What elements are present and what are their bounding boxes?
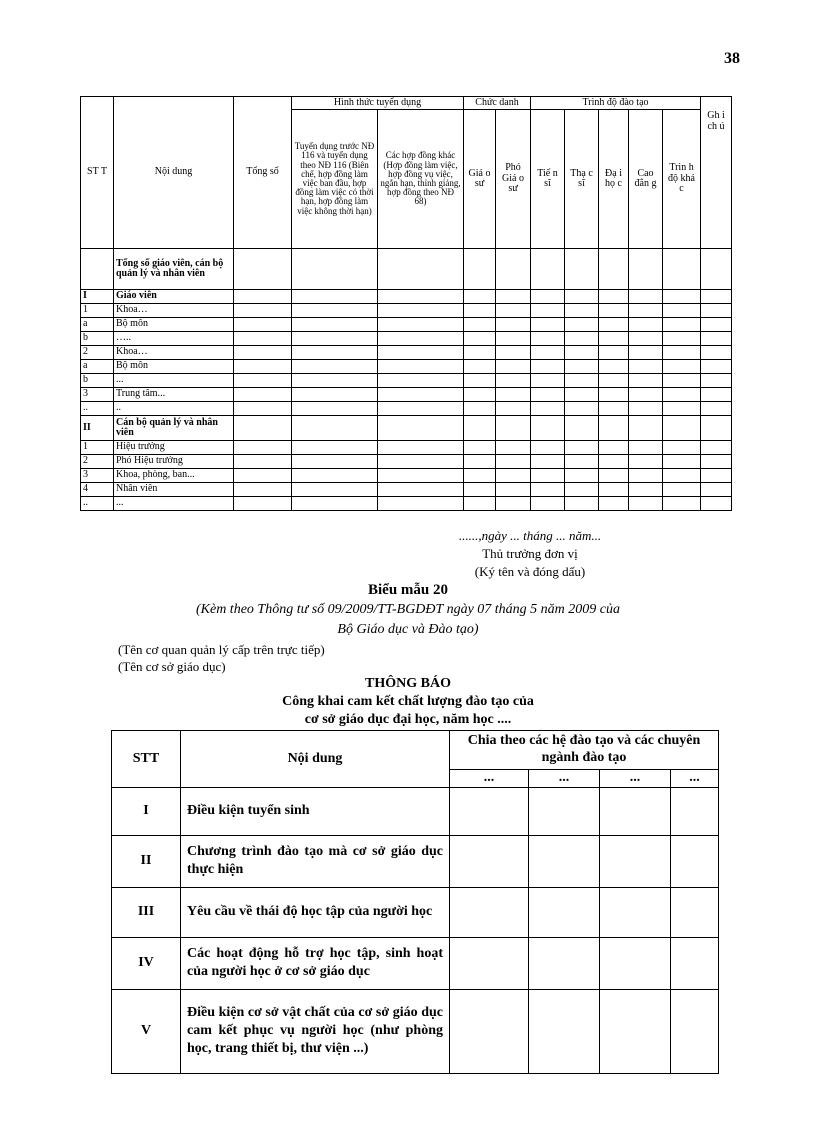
empty-cell [531, 360, 565, 374]
empty-cell [531, 441, 565, 455]
row-stt: 2 [81, 455, 114, 469]
empty-cell [663, 483, 701, 497]
row-label: Cán bộ quản lý và nhân viên [114, 416, 234, 441]
table-row [81, 455, 732, 469]
table-row [81, 249, 732, 290]
empty-cell [292, 346, 378, 360]
empty-cell [663, 402, 701, 416]
empty-cell [663, 469, 701, 483]
sign-note: (Ký tên và đóng dấu) [474, 564, 586, 579]
empty-cell [565, 249, 599, 290]
table-row [81, 374, 732, 388]
row-stt: I [81, 290, 114, 304]
empty-cell [701, 402, 732, 416]
empty-cell [464, 318, 496, 332]
empty-cell [599, 249, 629, 290]
row-stt: .. [81, 402, 114, 416]
empty-cell [599, 318, 629, 332]
empty-cell [629, 346, 663, 360]
empty-cell [378, 402, 464, 416]
row-label: ….. [114, 332, 234, 346]
notice-title: THÔNG BÁO [365, 676, 451, 691]
empty-cell [565, 483, 599, 497]
header-thac-si: Thạ c sĩ [565, 110, 599, 249]
empty-cell [378, 483, 464, 497]
empty-cell [378, 497, 464, 511]
row-label: Khoa… [114, 346, 234, 360]
empty-cell [663, 360, 701, 374]
empty-cell [629, 441, 663, 455]
empty-cell [565, 388, 599, 402]
empty-cell [701, 416, 732, 441]
empty-cell [496, 249, 531, 290]
empty-cell [496, 455, 531, 469]
empty-cell [464, 416, 496, 441]
program-column-header: ... [671, 769, 719, 787]
row-label: Khoa… [114, 304, 234, 318]
form-note-line2: Bộ Giáo dục và Đào tạo) [337, 622, 479, 637]
table-row [112, 787, 719, 835]
empty-cell [600, 989, 671, 1073]
program-column-header: ... [600, 769, 671, 787]
empty-cell [565, 416, 599, 441]
empty-cell [671, 787, 719, 835]
empty-cell [565, 360, 599, 374]
header-tuyen-dung: Tuyển dụng trước NĐ 116 và tuyển dụng theo NĐ 116 (Biên chế, hợp đồng làm việc ban đầu, hợp đồng làm việc có thời hạn, hợp đồng làm việc không thời hạn) [292, 110, 378, 249]
empty-cell [450, 835, 529, 887]
empty-cell [663, 388, 701, 402]
header-pho-giao-su: Phó Giá o sư [496, 110, 531, 249]
quality-commitment-table [111, 730, 719, 1074]
empty-cell [629, 332, 663, 346]
empty-cell [629, 360, 663, 374]
empty-cell [565, 497, 599, 511]
empty-cell [599, 497, 629, 511]
empty-cell [599, 455, 629, 469]
header-stt: ST T [81, 97, 114, 249]
empty-cell [496, 402, 531, 416]
empty-cell [234, 402, 292, 416]
empty-cell [599, 374, 629, 388]
empty-cell [663, 304, 701, 318]
empty-cell [292, 360, 378, 374]
empty-cell [378, 249, 464, 290]
empty-cell [496, 469, 531, 483]
empty-cell [464, 346, 496, 360]
empty-cell [450, 787, 529, 835]
empty-cell [565, 455, 599, 469]
row-stt: I [112, 787, 181, 835]
empty-cell [531, 497, 565, 511]
empty-cell [464, 402, 496, 416]
empty-cell [599, 332, 629, 346]
empty-cell [663, 374, 701, 388]
empty-cell [629, 249, 663, 290]
empty-cell [701, 455, 732, 469]
empty-cell [496, 374, 531, 388]
empty-cell [531, 483, 565, 497]
empty-cell [292, 441, 378, 455]
page-number: 38 [724, 50, 740, 67]
row-stt: 1 [81, 304, 114, 318]
empty-cell [599, 304, 629, 318]
table-row [112, 989, 719, 1073]
empty-cell [701, 346, 732, 360]
empty-cell [464, 497, 496, 511]
empty-cell [599, 416, 629, 441]
empty-cell [663, 346, 701, 360]
empty-cell [663, 497, 701, 511]
empty-cell [565, 374, 599, 388]
empty-cell [701, 290, 732, 304]
form-title: Biểu mẫu 20 [367, 582, 448, 598]
empty-cell [464, 360, 496, 374]
empty-cell [464, 304, 496, 318]
empty-cell [671, 835, 719, 887]
row-stt: 2 [81, 346, 114, 360]
empty-cell [292, 304, 378, 318]
empty-cell [292, 290, 378, 304]
empty-cell [663, 416, 701, 441]
row-stt: 4 [81, 483, 114, 497]
empty-cell [701, 388, 732, 402]
empty-cell [464, 441, 496, 455]
table-row [112, 937, 719, 989]
empty-cell [671, 887, 719, 937]
date-line: ......,ngày ... tháng ... năm... [458, 528, 602, 543]
empty-cell [464, 388, 496, 402]
row-stt: 3 [81, 388, 114, 402]
row-label: ... [114, 374, 234, 388]
row-stt: II [81, 416, 114, 441]
empty-cell [531, 304, 565, 318]
row-label: Các hoạt động hỗ trợ học tập, sinh hoạt của người học ở cơ sở giáo dục [181, 937, 450, 989]
row-label: Yêu cầu về thái độ học tập của người học [181, 887, 450, 937]
empty-cell [531, 374, 565, 388]
empty-cell [496, 416, 531, 441]
institution-placeholder: (Tên cơ sở giáo dục) [118, 659, 226, 674]
empty-cell [663, 441, 701, 455]
empty-cell [378, 346, 464, 360]
empty-cell [701, 483, 732, 497]
empty-cell [378, 318, 464, 332]
table-row [81, 441, 732, 455]
program-column-header: ... [529, 769, 600, 787]
empty-cell [496, 483, 531, 497]
empty-cell [599, 402, 629, 416]
empty-cell [378, 290, 464, 304]
program-column-header: ... [450, 769, 529, 787]
form-note-line1: (Kèm theo Thông tư số 09/2009/TT-BGDĐT ngày 07 tháng 5 năm 2009 của [195, 602, 620, 617]
row-label: Điều kiện cơ sở vật chất của cơ sở giáo dục cam kết phục vụ người học (như phòng học, trang thiết bị, thư viện ...) [181, 989, 450, 1073]
empty-cell [378, 374, 464, 388]
empty-cell [663, 290, 701, 304]
empty-cell [292, 469, 378, 483]
empty-cell [629, 416, 663, 441]
header-trinh-do-khac: Trìn h độ khá c [663, 110, 701, 249]
empty-cell [234, 374, 292, 388]
row-label: Bộ môn [114, 318, 234, 332]
empty-cell [234, 304, 292, 318]
empty-cell [701, 304, 732, 318]
table-row [81, 304, 732, 318]
header-tong-so: Tổng số [234, 97, 292, 249]
table-row [81, 469, 732, 483]
agency-placeholder: (Tên cơ quan quản lý cấp trên trực tiếp) [118, 642, 325, 657]
empty-cell [565, 346, 599, 360]
header-giao-su: Giá o sư [464, 110, 496, 249]
table-row [81, 332, 732, 346]
empty-cell [565, 469, 599, 483]
empty-cell [292, 249, 378, 290]
empty-cell [531, 290, 565, 304]
row-stt: III [112, 887, 181, 937]
empty-cell [234, 249, 292, 290]
row-stt: b [81, 332, 114, 346]
row-label: Chương trình đào tạo mà cơ sở giáo dục thực hiện [181, 835, 450, 887]
table-row [81, 416, 732, 441]
empty-cell [292, 483, 378, 497]
row-stt: 1 [81, 441, 114, 455]
row-label: Bộ môn [114, 360, 234, 374]
empty-cell [529, 887, 600, 937]
header-hinh-thuc: Hình thức tuyển dụng [292, 97, 464, 110]
empty-cell [529, 835, 600, 887]
empty-cell [234, 290, 292, 304]
empty-cell [450, 989, 529, 1073]
empty-cell [663, 332, 701, 346]
empty-cell [531, 402, 565, 416]
row-stt: IV [112, 937, 181, 989]
empty-cell [671, 989, 719, 1073]
empty-cell [629, 483, 663, 497]
empty-cell [496, 304, 531, 318]
empty-cell [378, 441, 464, 455]
empty-cell [701, 441, 732, 455]
empty-cell [629, 318, 663, 332]
empty-cell [292, 388, 378, 402]
empty-cell [565, 318, 599, 332]
row-stt: a [81, 318, 114, 332]
row-label: Nhân viên [114, 483, 234, 497]
empty-cell [599, 483, 629, 497]
empty-cell [531, 416, 565, 441]
empty-cell [565, 332, 599, 346]
header-dai-hoc: Đạ i họ c [599, 110, 629, 249]
empty-cell [464, 469, 496, 483]
empty-cell [599, 290, 629, 304]
empty-cell [531, 469, 565, 483]
row-label: Tổng số giáo viên, cán bộ quản lý và nhân viên [114, 249, 234, 290]
header-tien-si: Tiế n sĩ [531, 110, 565, 249]
row-label: ... [114, 497, 234, 511]
empty-cell [529, 787, 600, 835]
row-label: Hiệu trưởng [114, 441, 234, 455]
empty-cell [292, 374, 378, 388]
empty-cell [663, 455, 701, 469]
empty-cell [529, 989, 600, 1073]
empty-cell [464, 290, 496, 304]
empty-cell [496, 388, 531, 402]
empty-cell [234, 469, 292, 483]
header-trinh-do: Trình độ đào tạo [531, 97, 701, 110]
empty-cell [663, 318, 701, 332]
table-row [81, 318, 732, 332]
empty-cell [600, 835, 671, 887]
empty-cell [464, 483, 496, 497]
empty-cell [496, 290, 531, 304]
empty-cell [531, 249, 565, 290]
empty-cell [378, 304, 464, 318]
empty-cell [629, 388, 663, 402]
header-cao-dang: Cao đẳn g [629, 110, 663, 249]
empty-cell [234, 388, 292, 402]
empty-cell [599, 441, 629, 455]
empty-cell [378, 332, 464, 346]
table-row [112, 887, 719, 937]
row-stt [81, 249, 114, 290]
row-stt: V [112, 989, 181, 1073]
empty-cell [292, 318, 378, 332]
table-row [81, 483, 732, 497]
empty-cell [378, 388, 464, 402]
empty-cell [234, 441, 292, 455]
row-label: Trung tâm... [114, 388, 234, 402]
header-noi-dung: Nội dung [181, 731, 450, 788]
empty-cell [378, 360, 464, 374]
empty-cell [378, 469, 464, 483]
empty-cell [701, 360, 732, 374]
empty-cell [464, 455, 496, 469]
empty-cell [629, 374, 663, 388]
empty-cell [701, 249, 732, 290]
empty-cell [234, 360, 292, 374]
empty-cell [234, 346, 292, 360]
head-title: Thủ trưởng đơn vị [482, 546, 578, 561]
empty-cell [565, 441, 599, 455]
empty-cell [701, 332, 732, 346]
row-stt: b [81, 374, 114, 388]
empty-cell [701, 318, 732, 332]
row-stt: .. [81, 497, 114, 511]
empty-cell [629, 290, 663, 304]
table-row [81, 346, 732, 360]
header-chia-theo: Chia theo các hệ đào tạo và các chuyên ngành đào tạo [450, 731, 719, 770]
empty-cell [496, 332, 531, 346]
empty-cell [292, 402, 378, 416]
header-chuc-danh: Chức danh [464, 97, 531, 110]
table-row [81, 388, 732, 402]
empty-cell [629, 469, 663, 483]
empty-cell [600, 887, 671, 937]
empty-cell [671, 937, 719, 989]
empty-cell [292, 332, 378, 346]
empty-cell [599, 346, 629, 360]
row-label: Giáo viên [114, 290, 234, 304]
empty-cell [629, 304, 663, 318]
empty-cell [629, 497, 663, 511]
empty-cell [464, 249, 496, 290]
row-stt: 3 [81, 469, 114, 483]
empty-cell [629, 402, 663, 416]
empty-cell [531, 318, 565, 332]
empty-cell [496, 318, 531, 332]
row-label: .. [114, 402, 234, 416]
empty-cell [450, 887, 529, 937]
empty-cell [292, 497, 378, 511]
table-row [81, 290, 732, 304]
empty-cell [565, 402, 599, 416]
empty-cell [234, 483, 292, 497]
staff-statistics-table [80, 96, 732, 511]
row-stt: a [81, 360, 114, 374]
empty-cell [496, 360, 531, 374]
empty-cell [234, 497, 292, 511]
empty-cell [600, 937, 671, 989]
empty-cell [701, 469, 732, 483]
empty-cell [496, 441, 531, 455]
empty-cell [464, 332, 496, 346]
empty-cell [292, 455, 378, 469]
notice-subtitle-1: Công khai cam kết chất lượng đào tạo của [282, 694, 534, 709]
empty-cell [531, 455, 565, 469]
empty-cell [600, 787, 671, 835]
empty-cell [599, 388, 629, 402]
table-row [81, 402, 732, 416]
header-ghi-chu: Gh i ch ú [701, 97, 732, 249]
empty-cell [701, 497, 732, 511]
empty-cell [496, 497, 531, 511]
empty-cell [701, 374, 732, 388]
empty-cell [565, 290, 599, 304]
empty-cell [531, 332, 565, 346]
table-row [81, 497, 732, 511]
empty-cell [531, 388, 565, 402]
empty-cell [496, 346, 531, 360]
empty-cell [464, 374, 496, 388]
empty-cell [378, 416, 464, 441]
row-stt: II [112, 835, 181, 887]
empty-cell [292, 416, 378, 441]
empty-cell [629, 455, 663, 469]
header-noi-dung: Nội dung [114, 97, 234, 249]
empty-cell [234, 318, 292, 332]
empty-cell [599, 469, 629, 483]
empty-cell [450, 937, 529, 989]
empty-cell [531, 346, 565, 360]
empty-cell [529, 937, 600, 989]
notice-subtitle-2: cơ sở giáo dục đại học, năm học .... [304, 712, 512, 727]
row-label: Phó Hiệu trưởng [114, 455, 234, 469]
header-stt: STT [112, 731, 181, 788]
row-label: Khoa, phòng, ban... [114, 469, 234, 483]
header-hop-dong-khac: Các hợp đồng khác (Hợp đồng làm việc, hợp đồng vụ việc, ngắn hạn, thỉnh giảng, hợp đồng theo NĐ 68) [378, 110, 464, 249]
empty-cell [234, 455, 292, 469]
empty-cell [234, 332, 292, 346]
table-row [112, 835, 719, 887]
empty-cell [565, 304, 599, 318]
empty-cell [599, 360, 629, 374]
table-row [81, 360, 732, 374]
empty-cell [378, 455, 464, 469]
row-label: Điều kiện tuyển sinh [181, 787, 450, 835]
empty-cell [663, 249, 701, 290]
empty-cell [234, 416, 292, 441]
